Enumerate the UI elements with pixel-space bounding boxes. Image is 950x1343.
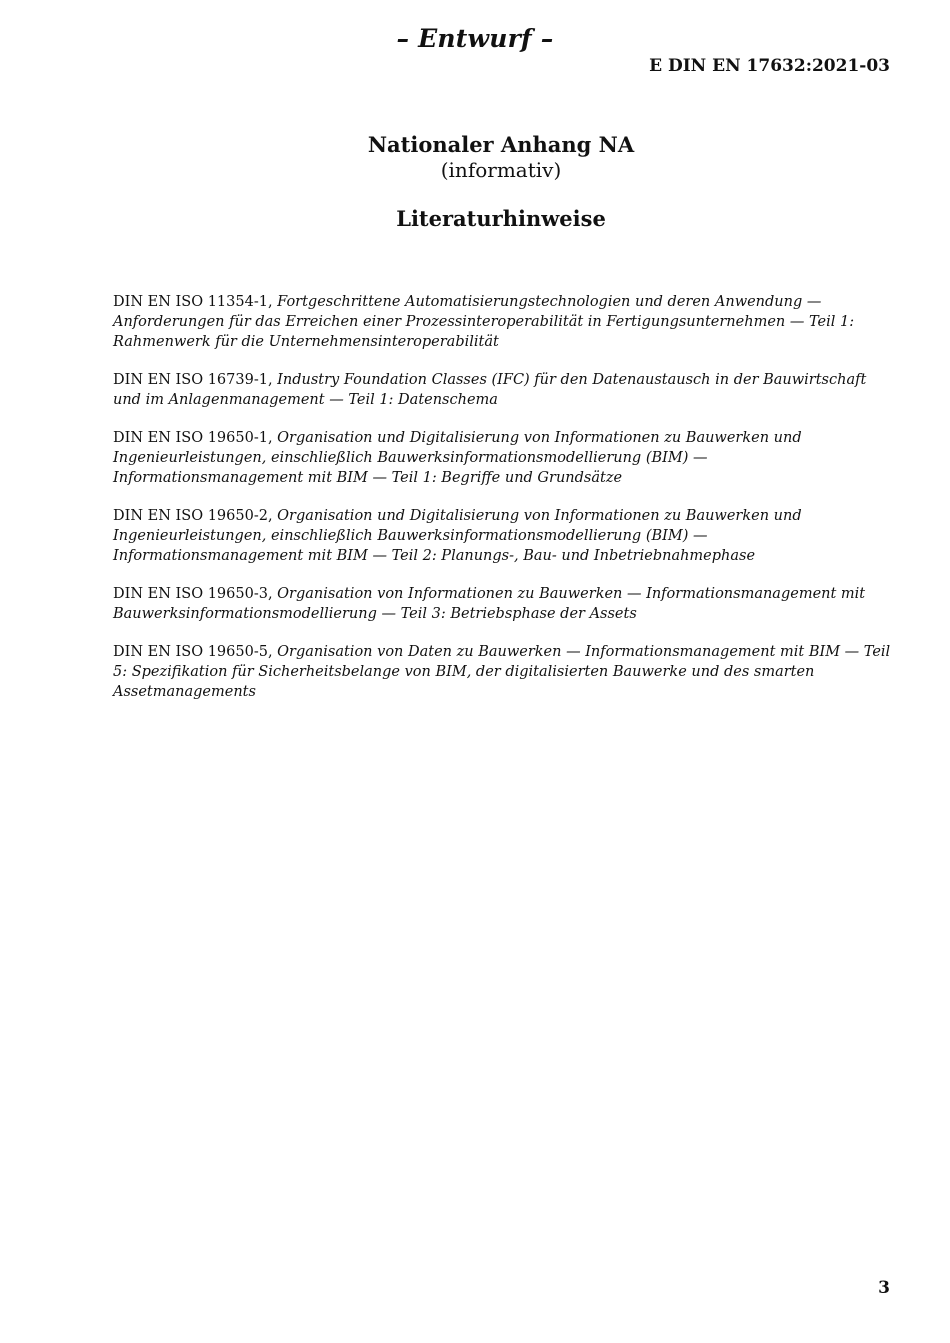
document-number: E DIN EN 17632:2021-03 [649,56,890,76]
bibliography-title: Literaturhinweise [396,206,606,231]
draft-watermark-heading: – Entwurf – [396,24,554,53]
reference-item [113,428,892,488]
reference-title: Organisation und Digitalisierung von Informationen zu Bauwerken und Ingenieurleistungen, einschließlich Bauwerksinformationsmodellierung (BIM) — Informationsmanagement mit BIM — Teil 2: Planungs-, Bau- und Inbetriebnahmephase [113,508,802,564]
reference-designation: DIN EN ISO 11354-1, [113,294,273,310]
reference-title: Organisation von Daten zu Bauwerken — Informationsmanagement mit BIM — Teil 5: Spezifikation für Sicherheitsbelange von BIM, der digitalisierten Bauwerke und des smarten Assetmanagements [113,644,891,700]
reference-item [113,584,892,624]
reference-designation: DIN EN ISO 19650-5, [113,644,273,660]
reference-designation: DIN EN ISO 19650-3, [113,586,273,602]
reference-item [113,506,892,566]
reference-title: Organisation und Digitalisierung von Informationen zu Bauwerken und Ingenieurleistungen, einschließlich Bauwerksinformationsmodellierung (BIM) — Informationsmanagement mit BIM — Teil 1: Begriffe und Grundsätze [113,430,802,486]
reference-list [113,292,892,720]
annex-title: Nationaler Anhang NA [367,132,635,157]
reference-title: Organisation von Informationen zu Bauwerken — Informationsmanagement mit Bauwerksinformationsmodellierung — Teil 3: Betriebsphase der Assets [113,586,866,622]
reference-designation: DIN EN ISO 19650-2, [113,508,273,524]
reference-item [113,292,892,352]
page-number: 3 [878,1278,890,1298]
reference-item [113,642,892,702]
annex-heading [52,132,950,232]
reference-title: Industry Foundation Classes (IFC) für den Datenaustausch in der Bauwirtschaft und im Anlagenmanagement — Teil 1: Datenschema [113,372,867,408]
annex-subtitle: (informativ) [440,158,562,182]
reference-title: Fortgeschrittene Automatisierungstechnologien und deren Anwendung — Anforderungen für das Erreichen einer Prozessinteroperabilität in Fertigungsunternehmen — Teil 1: Rahmenwerk für die Unternehmensinteroperabilität [113,294,855,350]
reference-designation: DIN EN ISO 16739-1, [113,372,273,388]
reference-designation: DIN EN ISO 19650-1, [113,430,273,446]
reference-item [113,370,892,410]
